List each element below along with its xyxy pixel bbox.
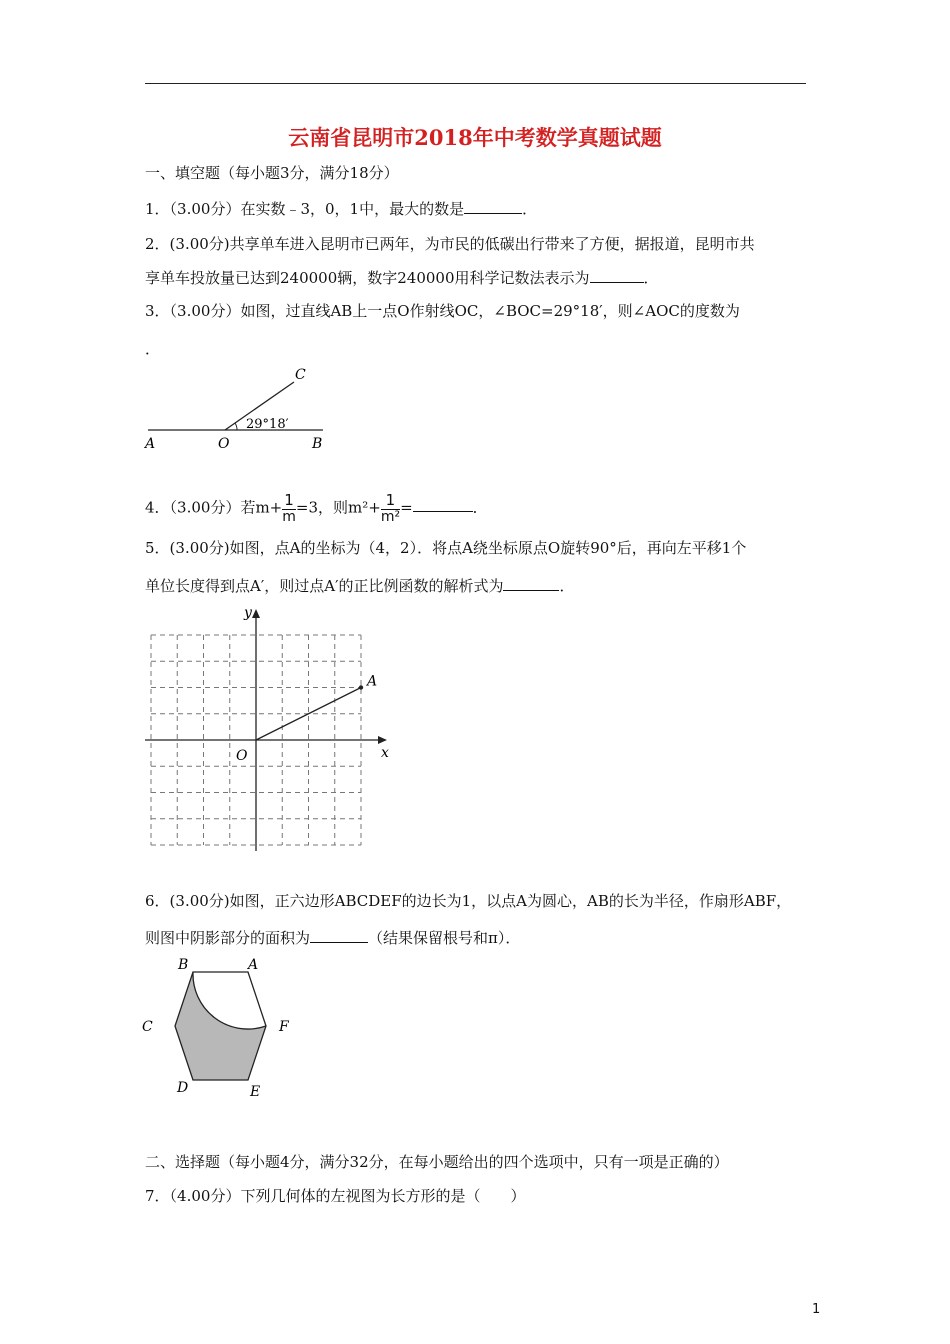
question-6-line-1: 6．(3.00分)如图，正六边形ABCDEF的边长为1，以点A为圆心，AB的长为半径，作扇形ABF， — [145, 892, 792, 910]
question-1 — [145, 199, 537, 219]
question-7: 7．（4.00分）下列几何体的左视图为长方形的是（ ） — [145, 1187, 526, 1205]
label-b: B — [312, 436, 323, 452]
question-6-line-2 — [145, 928, 520, 948]
label-c: C — [142, 1019, 153, 1035]
fraction-1-over-m-squared — [381, 492, 400, 525]
angle-figure — [140, 362, 340, 454]
answer-blank — [413, 497, 473, 512]
x-axis-arrow — [378, 736, 387, 744]
fraction-1-over-m — [282, 492, 296, 525]
label-d: D — [177, 1080, 189, 1096]
question-3-line-1: 3．（3.00分）如图，过直线AB上一点O作射线OC，∠BOC=29°18′，则∠AOC的度数为 — [145, 302, 740, 320]
section-1-heading: 一、填空题（每小题3分，满分18分） — [145, 164, 399, 182]
angle-label: 29°18′ — [246, 417, 289, 432]
question-2-line-2 — [145, 268, 659, 288]
question-4-mid: =3，则m²+ — [295, 498, 381, 517]
answer-blank — [590, 268, 644, 283]
question-2-text: 享单车投放量已达到240000辆，数字240000用科学记数法表示为 — [145, 269, 590, 287]
angle-arc — [235, 423, 237, 430]
label-a: A — [248, 957, 259, 973]
question-1-end: ． — [522, 200, 538, 218]
question-1-text: 1．（3.00分）在实数﹣3，0，1中，最大的数是 — [145, 200, 465, 218]
section-2-heading: 二、选择题（每小题4分，满分32分，在每小题给出的四个选项中，只有一项是正确的） — [145, 1153, 729, 1171]
label-b: B — [178, 957, 189, 973]
label-o: O — [218, 436, 230, 452]
answer-blank — [464, 199, 522, 214]
header-rule — [145, 83, 806, 84]
question-2-end: ． — [643, 269, 659, 287]
numerator: 1 — [282, 492, 296, 510]
question-6-note: （结果保留根号和π）． — [368, 929, 521, 947]
shaded-region — [175, 972, 266, 1080]
page-title: 云南省昆明市2018年中考数学真题试题 — [288, 125, 662, 150]
label-a: A — [145, 436, 156, 452]
question-5-line-1: 5．(3.00分)如图，点A的坐标为（4，2）．将点A绕坐标原点O旋转90°后，再向左平移1个 — [145, 539, 747, 557]
numerator: 1 — [381, 492, 400, 510]
equals-sign: = — [400, 498, 413, 517]
label-a: A — [367, 673, 378, 690]
label-e: E — [250, 1084, 261, 1100]
page-number: 1 — [812, 1302, 821, 1317]
question-4 — [145, 492, 488, 525]
question-2-line-1: 2．(3.00分)共享单车进入昆明市已两年，为市民的低碳出行带来了方便，据报道，昆明市共 — [145, 235, 755, 253]
question-4-prefix: 4．（3.00分）若m+ — [145, 498, 283, 517]
denominator: m² — [380, 508, 401, 525]
label-x: x — [381, 745, 389, 761]
coordinate-grid-figure — [140, 603, 400, 855]
question-5-end: ． — [559, 577, 575, 595]
question-4-end: ． — [472, 498, 488, 517]
label-o: O — [236, 748, 248, 764]
answer-blank — [503, 576, 559, 591]
label-f: F — [279, 1019, 289, 1035]
question-3-line-2: ． — [145, 340, 161, 358]
question-5-text: 单位长度得到点A′，则过点A′的正比例函数的解析式为 — [145, 577, 504, 595]
y-axis-arrow — [252, 609, 260, 618]
question-5-line-2 — [145, 576, 575, 596]
answer-blank — [310, 928, 368, 943]
label-y: y — [244, 605, 252, 621]
label-c: C — [295, 367, 306, 383]
point-a — [359, 685, 363, 689]
question-6-text: 则图中阴影部分的面积为 — [145, 929, 311, 947]
denominator: m — [282, 508, 296, 525]
hexagon-figure — [138, 952, 308, 1102]
